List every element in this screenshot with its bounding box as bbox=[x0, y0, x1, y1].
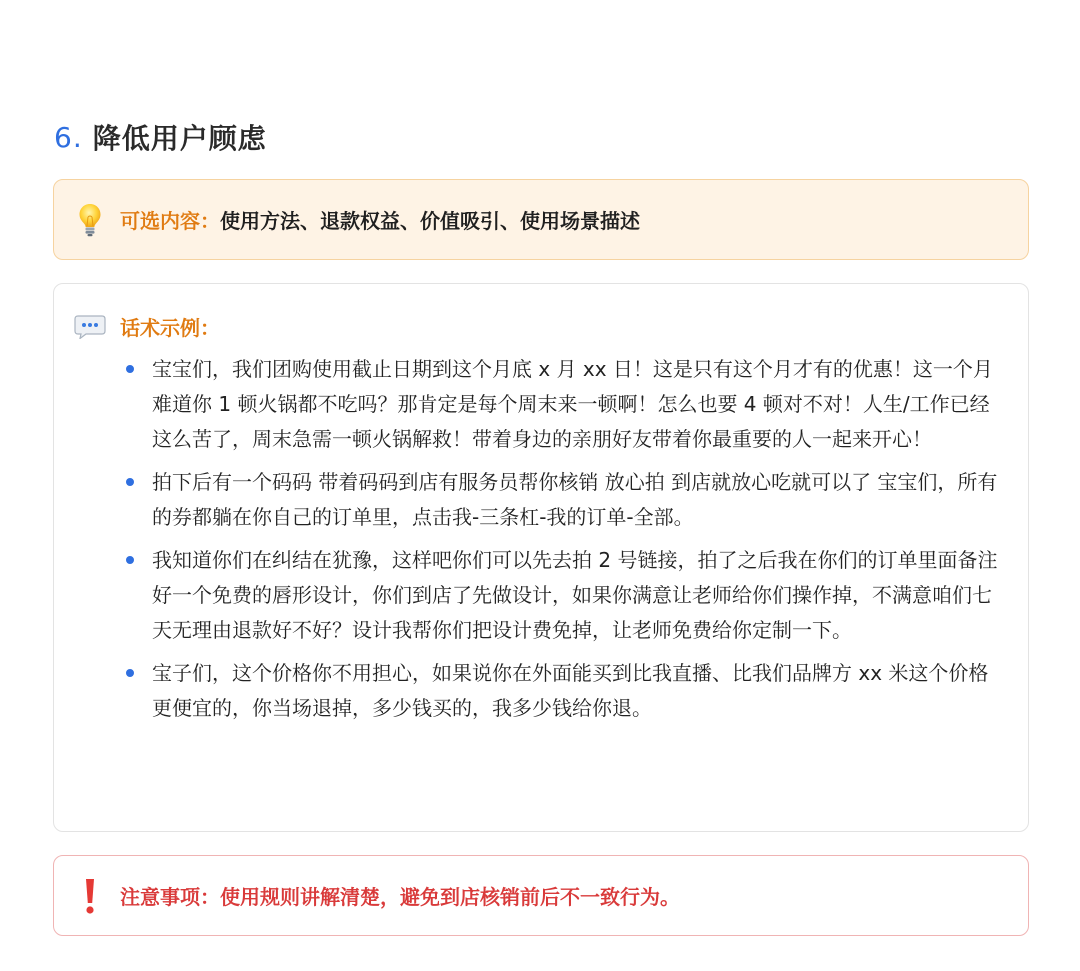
list-item-text: 我知道你们在纠结在犹豫，这样吧你们可以先去拍 2 号链接，拍了之后我在你们的订单里面备注好一个免费的唇形设计，你们到店了先做设计，如果你满意让老师给你们操作掉，不满意咱们七天无理由退款好不好？设计我帮你们把设计费免掉，让老师免费给你定制一下。 bbox=[152, 548, 998, 642]
speech-bubble-icon bbox=[74, 315, 106, 339]
example-header bbox=[74, 312, 220, 341]
bullet-dot bbox=[126, 669, 134, 677]
section-number: 6. bbox=[54, 120, 83, 154]
warning-callout bbox=[53, 855, 1029, 936]
bullet-dot bbox=[126, 478, 134, 486]
example-callout bbox=[53, 283, 1029, 832]
list-item bbox=[126, 656, 1006, 726]
list-item-text: 宝宝们，我们团购使用截止日期到这个月底 x 月 xx 日！这是只有这个月才有的优惠！这一个月难道你 1 顿火锅都不吃吗？那肯定是每个周末来一顿啊！怎么也要 4 顿对不对！人生/工作已经这么苦了，周末急需一顿火锅解救！带着身边的亲朋好友带着你最重要的人一起来开心！ bbox=[152, 357, 993, 451]
list-item bbox=[126, 465, 1006, 535]
bullet-dot bbox=[126, 365, 134, 373]
tip-label: 可选内容： bbox=[120, 209, 220, 233]
section-title: 降低用户顾虑 bbox=[92, 122, 267, 155]
list-item-text: 拍下后有一个码码 带着码码到店有服务员帮你核销 放心拍 到店就放心吃就可以了 宝宝们，所有的券都躺在你自己的订单里，点击我-三条杠-我的订单-全部。 bbox=[152, 470, 998, 529]
exclamation-icon bbox=[78, 876, 102, 916]
tip-text: 使用方法、退款权益、价值吸引、使用场景描述 bbox=[220, 209, 640, 233]
list-item bbox=[126, 352, 1006, 457]
example-list bbox=[126, 352, 1006, 734]
bullet-dot bbox=[126, 556, 134, 564]
example-label: 话术示例： bbox=[120, 316, 220, 340]
list-item-text: 宝子们，这个价格你不用担心，如果说你在外面能买到比我直播、比我们品牌方 xx 米这个价格更便宜的，你当场退掉，多少钱买的，我多少钱给你退。 bbox=[152, 661, 989, 720]
lightbulb-icon bbox=[78, 203, 102, 237]
tip-callout bbox=[53, 179, 1029, 260]
list-item bbox=[126, 543, 1006, 648]
section-heading bbox=[54, 114, 267, 160]
warning-text: 注意事项：使用规则讲解清楚，避免到店核销前后不一致行为。 bbox=[120, 885, 680, 909]
